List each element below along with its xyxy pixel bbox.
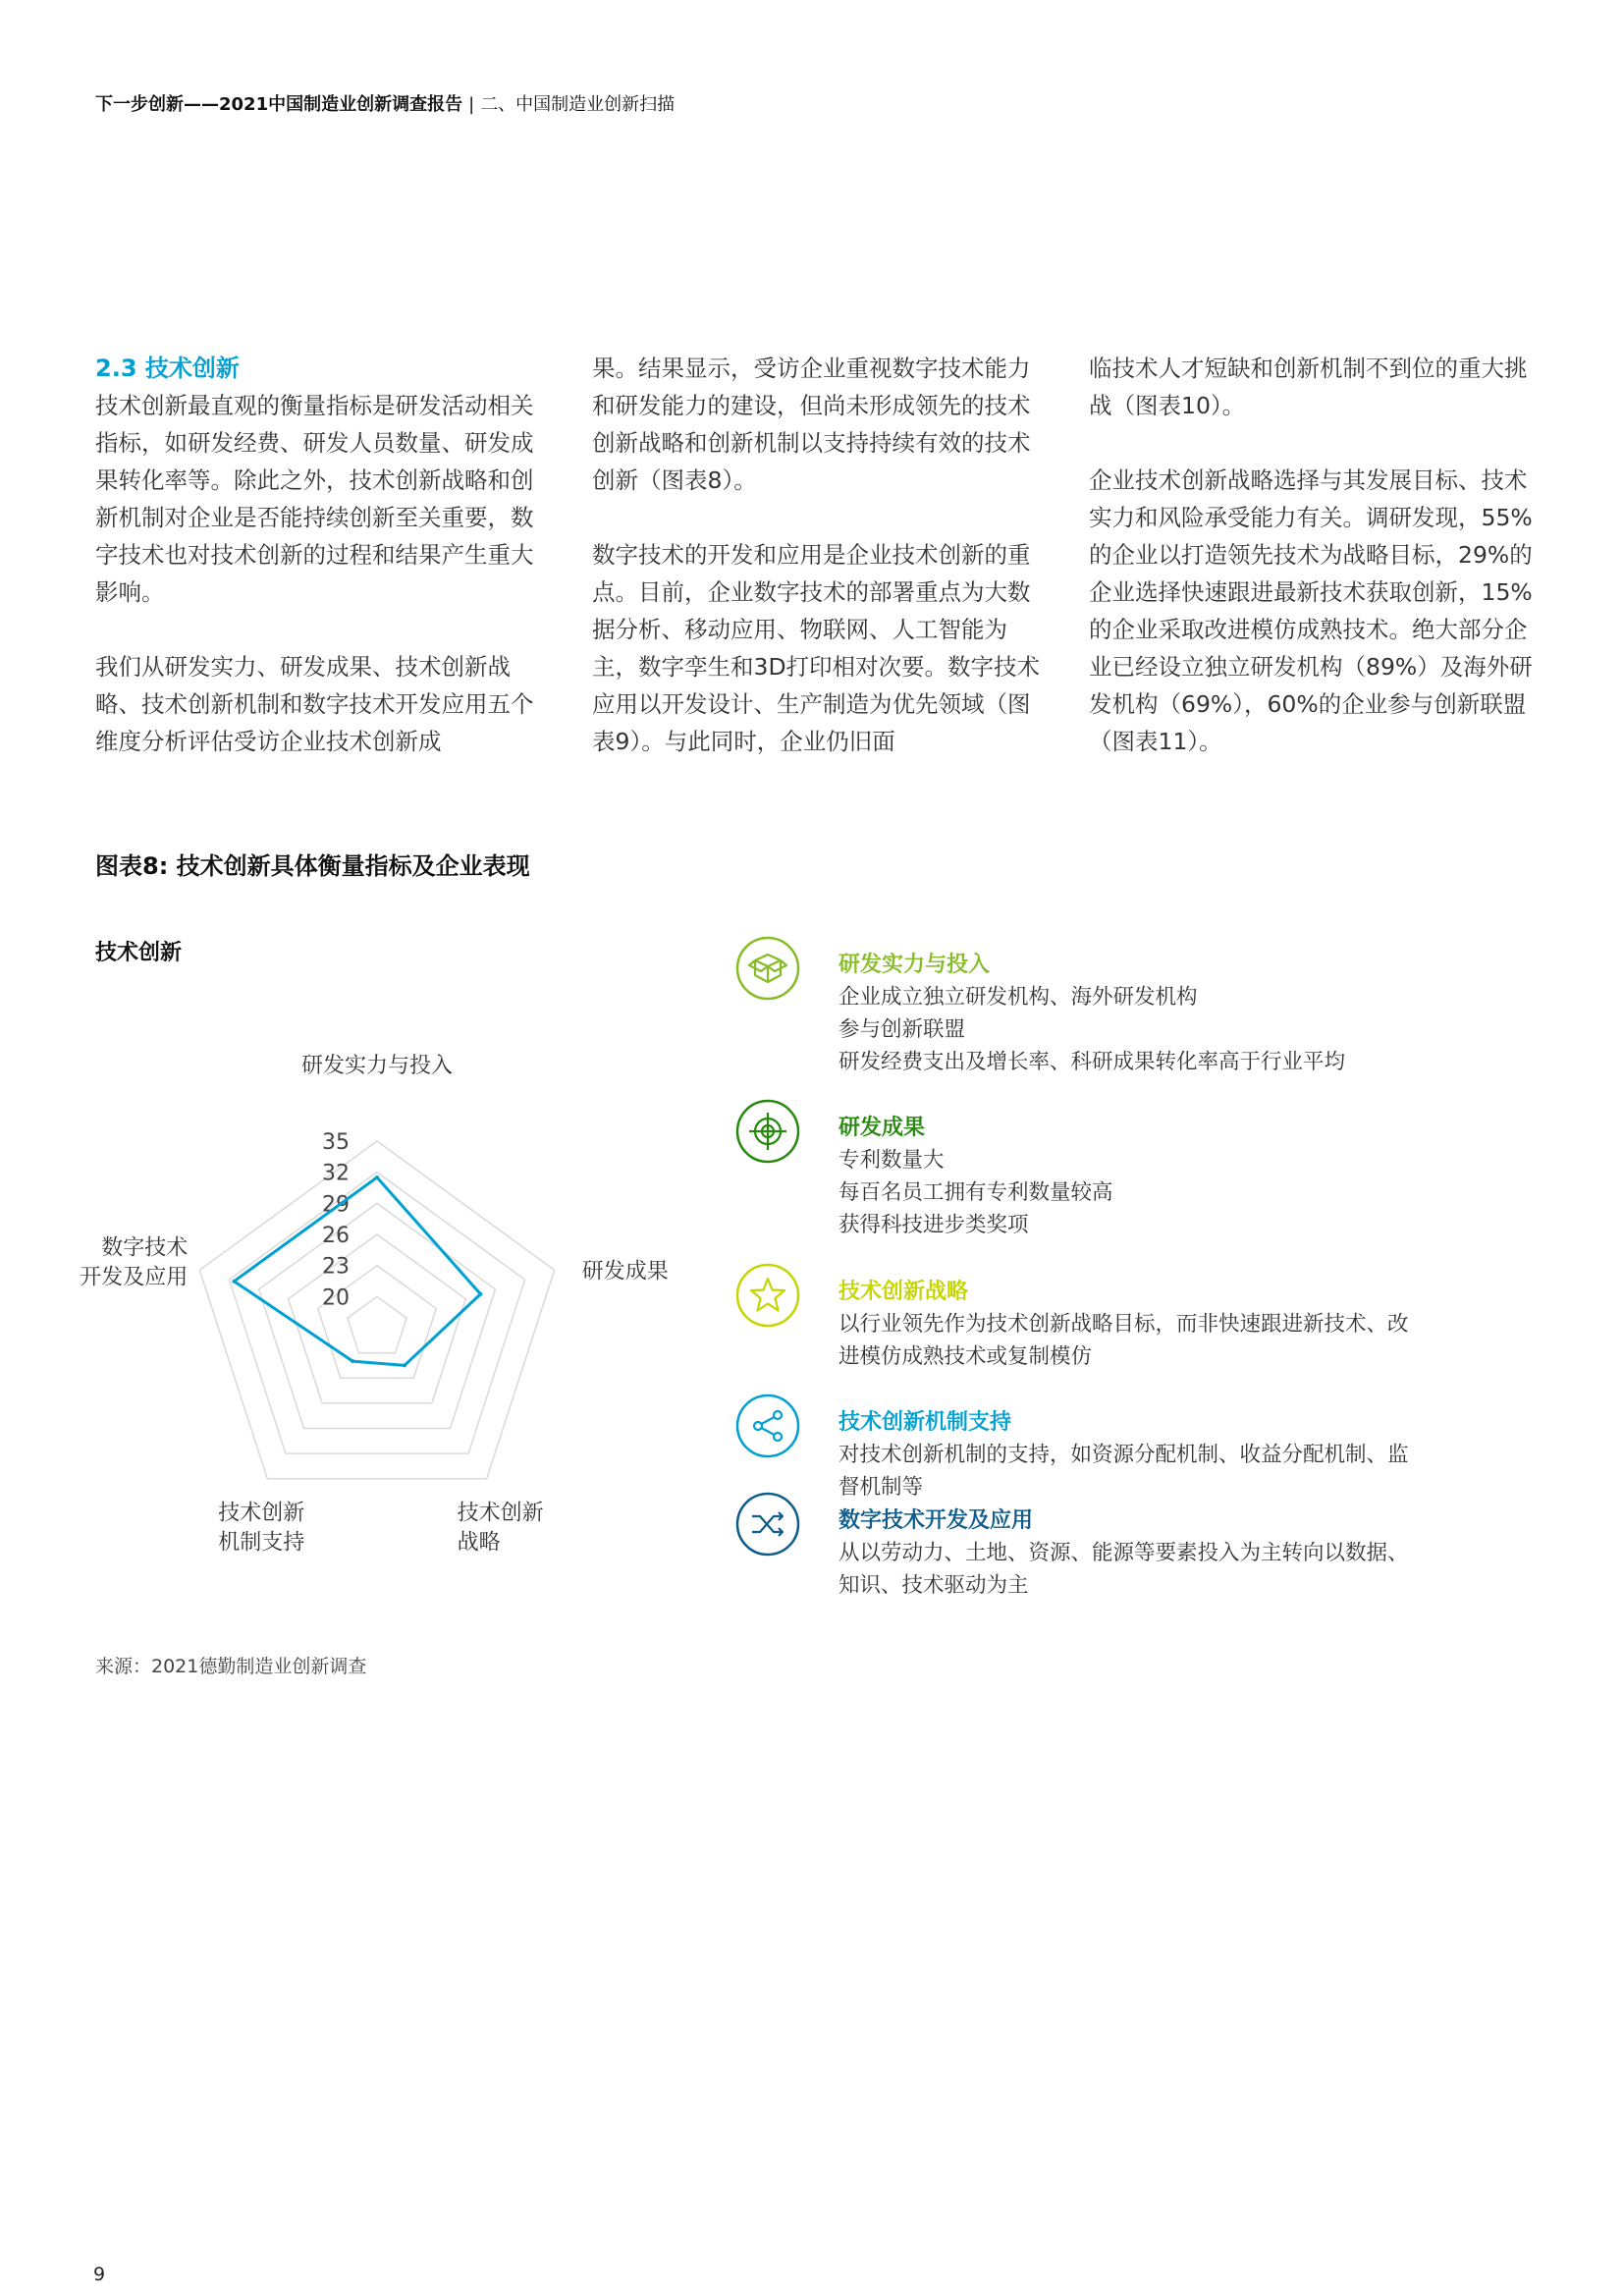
legend-title: 技术创新战略 <box>839 1280 969 1304</box>
axis-label: 战略 <box>457 1530 501 1556</box>
axis-label: 开发及应用 <box>80 1265 189 1290</box>
paragraph: 果。结果显示，受访企业重视数字技术能力和研发能力的建设，但尚未形成领先的技术创新战略和创新机制以支持持续有效的技术创新（图表8）。 <box>592 355 1031 494</box>
grid-ring <box>229 1173 524 1453</box>
legend-text <box>839 1276 1428 1373</box>
legend-text <box>839 949 1428 1078</box>
data-point <box>351 1359 354 1363</box>
source-note: 来源：2021德勤制造业创新调查 <box>95 1656 367 1677</box>
shuffle-icon <box>734 1491 801 1558</box>
legend-text <box>839 1406 1428 1503</box>
axis-label: 研发实力与投入 <box>300 1054 454 1078</box>
legend-line: 对技术创新机制的支持，如资源分配机制、收益分配机制、监督机制等 <box>839 1443 1409 1500</box>
page-number: 9 <box>93 2264 106 2285</box>
legend-line: 从以劳动力、土地、资源、能源等要素投入为主转向以数据、知识、技术驱动为主 <box>839 1541 1409 1598</box>
cube-icon <box>734 935 801 1002</box>
legend-line: 参与创新联盟 <box>839 1017 966 1042</box>
legend-text <box>839 1112 1428 1241</box>
paragraph: 技术创新最直观的衡量指标是研发活动相关指标，如研发经费、研发人员数量、研发成果转化率等。除此之外，技术创新战略和创新机制对企业是否能持续创新至关重要，数字技术也对技术创新的过程和结果产生重大影响。 <box>95 392 534 606</box>
axis-label: 机制支持 <box>218 1530 305 1556</box>
legend-line: 以行业领先作为技术创新战略目标，而非快速跟进新技术、改进模仿成熟技术或复制模仿 <box>839 1312 1409 1369</box>
axis-label: 数字技术 <box>101 1235 189 1261</box>
star-icon <box>734 1262 801 1329</box>
body-column-2 <box>592 350 1044 797</box>
paragraph: 数字技术的开发和应用是企业技术创新的重点。目前，企业数字技术的部署重点为大数据分析、移动应用、物联网、人工智能为主，数字孪生和3D打印相对次要。数字技术应用以开发设计、生产制造为优先领域（图表9）。与此同时，企业仍旧面 <box>592 541 1041 755</box>
grid-ring <box>348 1296 406 1352</box>
chapter-title: 二、中国制造业创新扫描 <box>480 94 676 115</box>
legend-title: 数字技术开发及应用 <box>839 1508 1034 1533</box>
data-point <box>478 1292 482 1296</box>
paragraph: 我们从研发实力、研发成果、技术创新战略、技术创新机制和数字技术开发应用五个维度分析评估受访企业技术创新成 <box>95 653 534 755</box>
tick-label: 32 <box>322 1161 350 1186</box>
legend-line: 企业成立独立研发机构、海外研发机构 <box>839 985 1198 1010</box>
axis-label: 研发成果 <box>581 1259 669 1285</box>
tick-label: 23 <box>322 1254 350 1280</box>
chart-subtitle: 技术创新 <box>95 941 183 965</box>
running-header <box>95 90 675 116</box>
tick-label: 35 <box>322 1130 350 1155</box>
tick-label: 20 <box>322 1285 350 1311</box>
data-point <box>232 1280 236 1284</box>
data-point <box>403 1363 406 1367</box>
grid-ring <box>318 1266 436 1379</box>
legend-text <box>839 1504 1428 1602</box>
figure-title: 图表8: 技术创新具体衡量指标及企业表现 <box>95 852 530 880</box>
legend-line: 研发经费支出及增长率、科研成果转化率高于行业平均 <box>839 1050 1346 1074</box>
legend-title: 研发成果 <box>839 1116 926 1140</box>
section-title: 2.3 技术创新 <box>95 355 240 382</box>
paragraph: 临技术人才短缺和创新机制不到位的重大挑战（图表10）。 <box>1089 355 1528 419</box>
radar-chart <box>59 1011 746 1561</box>
legend-title: 研发实力与投入 <box>839 953 991 977</box>
body-column-1 <box>95 350 547 797</box>
target-icon <box>734 1098 801 1165</box>
share-icon <box>734 1393 801 1459</box>
axis-label: 技术创新 <box>457 1501 544 1526</box>
report-title: 下一步创新——2021中国制造业创新调查报告 <box>95 94 463 115</box>
tick-label: 29 <box>322 1192 350 1218</box>
series-line <box>234 1177 480 1365</box>
tick-label: 26 <box>322 1224 350 1248</box>
data-point <box>375 1175 379 1179</box>
legend-line: 专利数量大 <box>839 1148 945 1173</box>
axis-label: 技术创新 <box>218 1501 305 1526</box>
legend-title: 技术创新机制支持 <box>839 1410 1012 1435</box>
legend-line: 每百名员工拥有专利数量较高 <box>839 1180 1113 1205</box>
body-column-3 <box>1089 350 1541 797</box>
paragraph: 企业技术创新战略选择与其发展目标、技术实力和风险承受能力有关。调研发现，55%的企业以打造领先技术为战略目标，29%的企业选择快速跟进最新技术获取创新，15%的企业采取改进模仿成熟技术。绝大部分企业已经设立独立研发机构（89%）及海外研发机构（69%），60%的企业参与创新联盟（图表11）。 <box>1089 466 1533 755</box>
legend-line: 获得科技进步类奖项 <box>839 1213 1029 1237</box>
header-separator: | <box>468 94 475 115</box>
